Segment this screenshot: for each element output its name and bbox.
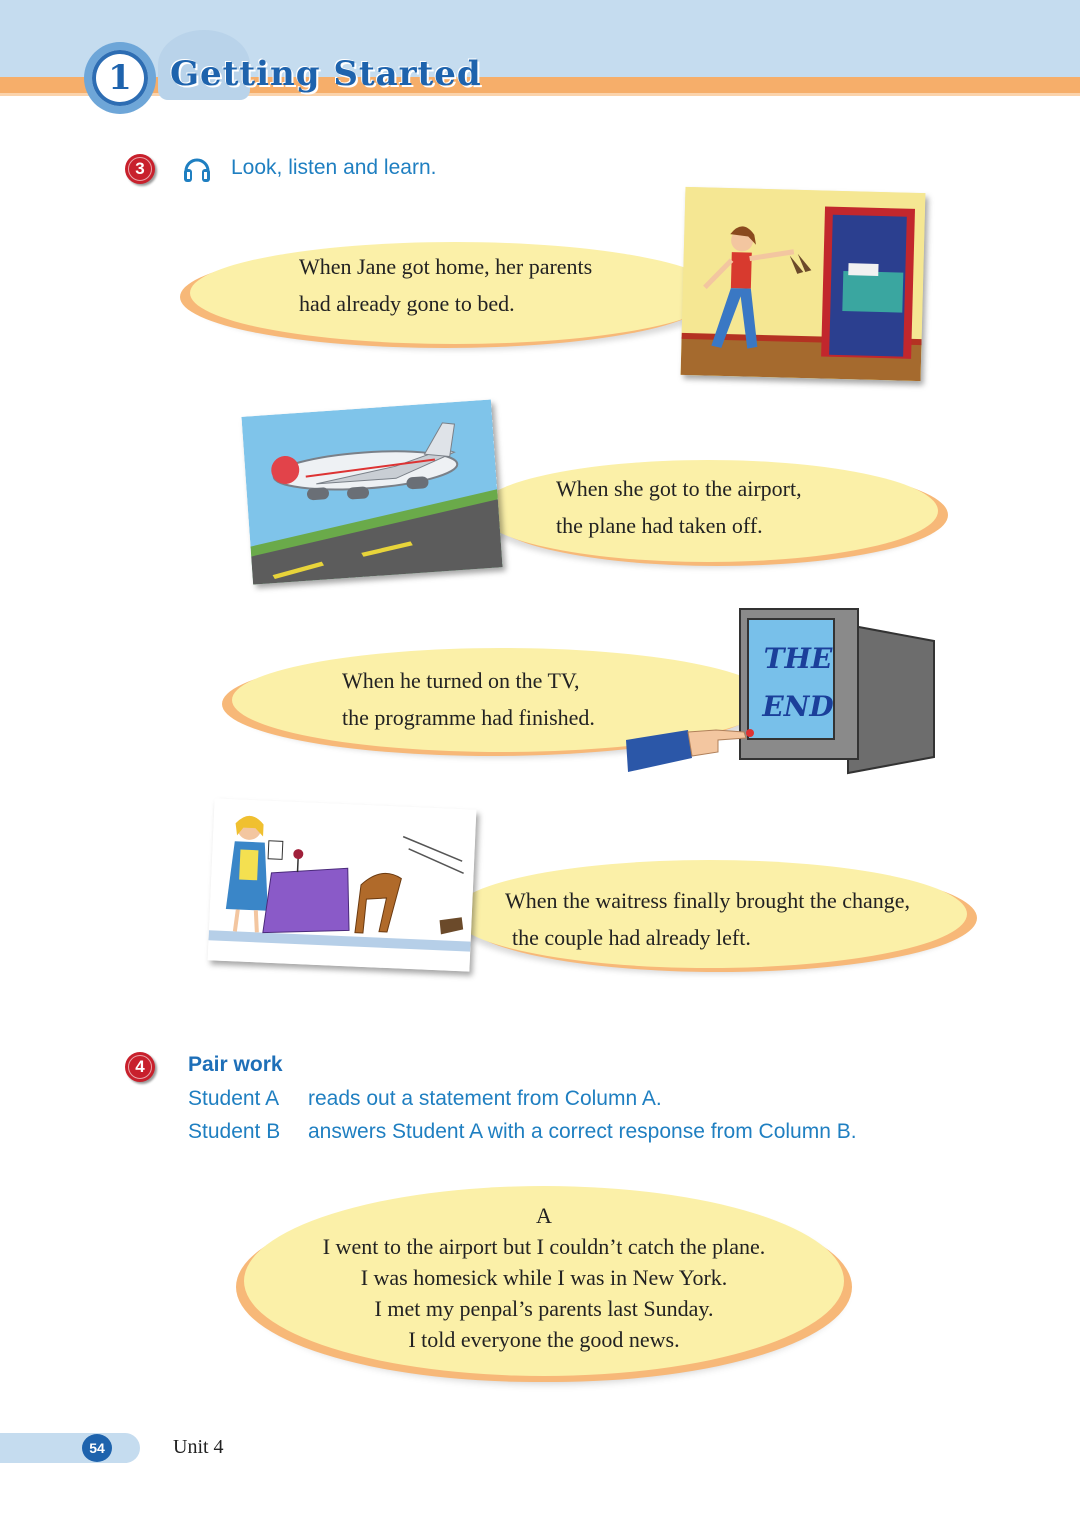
jane-home-illustration <box>681 187 926 381</box>
column-a-line-3: I met my penpal’s parents last Sunday. <box>374 1296 714 1321</box>
sentence-3 <box>342 662 595 736</box>
column-a-line-2: I was homesick while I was in New York. <box>360 1265 728 1290</box>
footer-bar <box>0 1433 140 1463</box>
sentence-4-line-2: the couple had already left. <box>512 925 751 950</box>
tv-screen-text <box>758 635 838 731</box>
task-4-title: Pair work <box>188 1053 283 1076</box>
student-a-label: Student A <box>188 1087 280 1110</box>
sentence-2-line-1: When she got to the airport, <box>556 476 802 501</box>
sentence-3-line-1: When he turned on the TV, <box>342 668 580 693</box>
tv-screen-line-2: END <box>762 690 834 723</box>
page-number: 54 <box>82 1434 112 1462</box>
hand-remote-illustration <box>626 722 756 774</box>
picture-plane-takeoff <box>241 399 502 584</box>
restaurant-illustration <box>208 798 477 971</box>
sentence-1 <box>299 248 592 322</box>
sentence-1-line-2: had already gone to bed. <box>299 291 515 316</box>
student-a-text: reads out a statement from Column A. <box>308 1087 662 1110</box>
plane-illustration <box>241 399 502 584</box>
headphones-icon[interactable] <box>182 153 212 185</box>
sentence-2-line-2: the plane had taken off. <box>556 513 763 538</box>
picture-restaurant <box>208 798 477 971</box>
sentence-1-line-1: When Jane got home, her parents <box>299 254 593 279</box>
column-a-heading: A <box>536 1203 552 1228</box>
tv-screen-line-1: THE <box>763 642 833 675</box>
sentence-4 <box>505 882 910 956</box>
column-a <box>244 1200 844 1355</box>
column-a-line-1: I went to the airport but I couldn’t catch the plane. <box>322 1234 766 1259</box>
student-b-text: answers Student A with a correct response from Column B. <box>308 1120 857 1143</box>
page-title: Getting Started <box>170 54 482 94</box>
task-4-badge <box>125 1052 155 1082</box>
picture-tv <box>738 607 938 775</box>
sentence-2 <box>556 470 802 544</box>
section-number: 1 <box>108 58 132 98</box>
task-3-instruction: Look, listen and learn. <box>231 156 437 179</box>
student-b-label: Student B <box>188 1120 281 1143</box>
picture-jane-home <box>681 187 926 381</box>
task-3-badge <box>125 154 155 184</box>
task-4-number: 4 <box>135 1057 145 1076</box>
sentence-3-line-2: the programme had finished. <box>342 705 595 730</box>
column-a-line-4: I told everyone the good news. <box>408 1327 680 1352</box>
sentence-4-line-1: When the waitress finally brought the change, <box>505 888 911 913</box>
task-3-number: 3 <box>135 159 145 178</box>
unit-label: Unit 4 <box>173 1436 224 1458</box>
